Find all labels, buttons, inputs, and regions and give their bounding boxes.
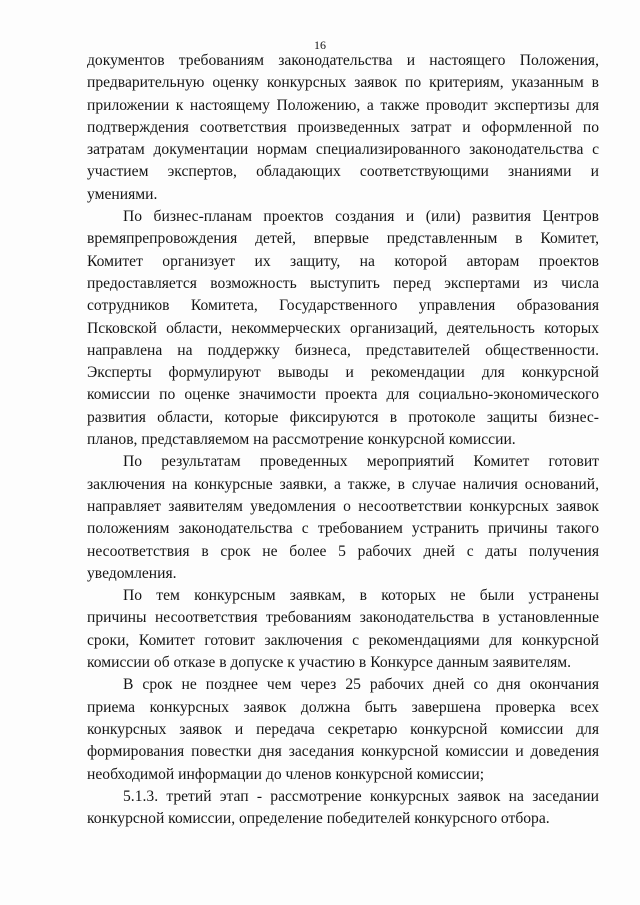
text-line: сотрудников Комитета, Государственного управления образования	[87, 297, 599, 315]
paragraph-results	[87, 451, 599, 585]
text-line: сроки, Комитет готовит заключения с рекомендациями для конкурсной	[87, 631, 599, 649]
text-line: участием экспертов, обладающих соответствующими знаниями и	[87, 163, 599, 181]
text-line: конкурсной комиссии, определение победителей конкурсного отбора.	[87, 810, 550, 828]
text-line: приложении к настоящему Положению, а также проводит экспертизы для	[87, 96, 599, 114]
text-line: подтверждения соответствия произведенных затрат и оформленной по	[87, 118, 599, 136]
text-line: конкурсных заявок и передача секретарю конкурсной комиссии для	[87, 720, 599, 738]
page-number: 16	[314, 38, 326, 52]
paragraph-deadline	[87, 674, 599, 785]
text-line: Псковской области, некоммерческих организаций, деятельность которых	[87, 319, 599, 337]
text-line: Эксперты формулируют выводы и рекомендации для конкурсной	[87, 364, 599, 382]
text-line: причины несоответствия требованиям законодательства в установленные	[87, 609, 599, 627]
text-line: документов требованиям законодательства и настоящего Положения,	[87, 52, 599, 69]
text-line: необходимой информации до членов конкурсной комиссии;	[87, 765, 485, 783]
text-line: умениями.	[87, 185, 158, 203]
text-line: уведомления.	[87, 564, 177, 582]
text-line: комиссии по оценке значимости проекта для социально-экономического	[87, 386, 599, 404]
text-line: времяпрепровождения детей, впервые представленным в Комитет,	[87, 230, 599, 248]
text-line: Комитет организует их защиту, на которой авторам проектов	[87, 252, 599, 270]
text-line: По бизнес-планам проектов создания и (или) развития Центров	[123, 208, 599, 226]
text-line: планов, представляемом на рассмотрение конкурсной комиссии.	[87, 431, 516, 449]
text-line: направлена на поддержку бизнеса, представителей общественности.	[87, 341, 599, 359]
text-line: формирования повестки дня заседания конкурсной комиссии и доведения	[87, 743, 599, 761]
paragraph-business-plans	[87, 206, 599, 451]
paragraph-expertise	[87, 50, 599, 206]
text-line: По тем конкурсным заявкам, в которых не были устранены	[123, 587, 599, 605]
paragraph-rejection	[87, 585, 599, 674]
text-line: приема конкурсных заявок должна быть завершена проверка всех	[87, 698, 599, 716]
text-line: предварительную оценку конкурсных заявок по критериям, указанным в	[87, 74, 599, 92]
text-line: предоставляется возможность выступить перед экспертами из числа	[87, 274, 599, 292]
text-line: В срок не позднее чем через 25 рабочих дней со дня окончания	[123, 676, 599, 694]
text-line: развития области, которые фиксируются в протоколе защиты бизнес-	[87, 408, 599, 426]
text-line: 5.1.3. третий этап - рассмотрение конкурсных заявок на заседании	[123, 787, 599, 805]
text-line: комиссии об отказе в допуске к участию в Конкурсе данным заявителям.	[87, 654, 572, 672]
text-line: несоответствия в срок не более 5 рабочих дней с даты получения	[87, 542, 599, 560]
text-line: По результатам проведенных мероприятий Комитет готовит	[123, 453, 599, 471]
body-text	[87, 50, 599, 830]
text-line: затратам документации нормам специализированного законодательства с	[87, 141, 599, 159]
paragraph-third-stage	[87, 786, 599, 831]
text-line: положениям законодательства с требованием устранить причины такого	[87, 520, 599, 538]
text-line: направляет заявителям уведомления о несоответствии конкурсных заявок	[87, 497, 599, 515]
text-line: заключения на конкурсные заявки, а также, в случае наличия оснований,	[87, 475, 599, 493]
